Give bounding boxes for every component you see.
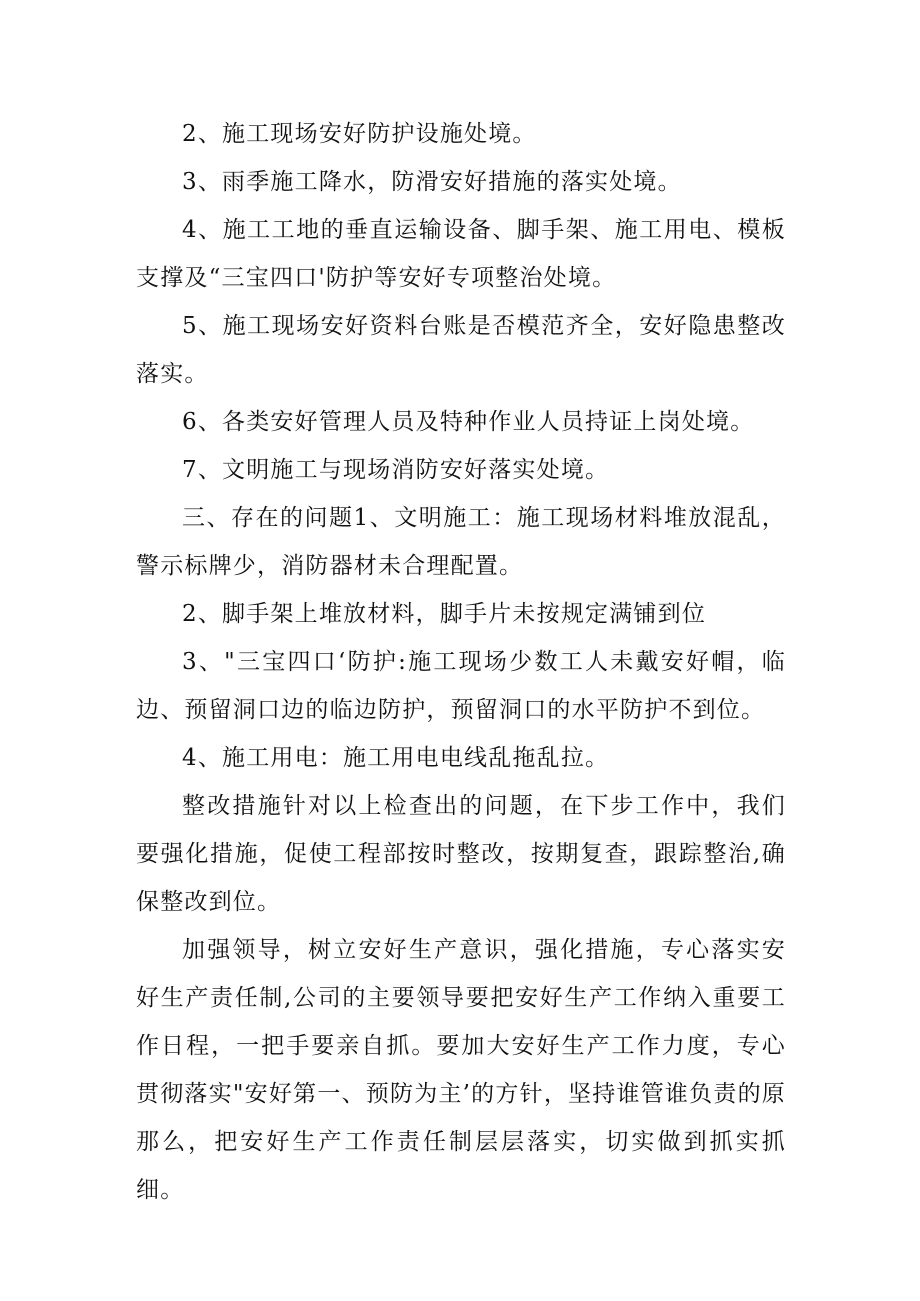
paragraph-12: 加强领导，树立安好生产意识，强化措施，专心落实安好生产责任制,公司的主要领导要把安好生产工作纳入重要工作日程，一把手要亲自抓。要加大安好生产工作力度，专心贯彻落实"安好第一、预防为主’的方针，坚持谁管谁负责的原那么，把安好生产工作责任制层层落实，切实做到抓实抓细。 [136,937,786,1203]
paragraph-5: 6、各类安好管理人员及特种作业人员持证上岗处境。 [182,409,755,435]
paragraph-4: 5、施工现场安好资料台账是否模范齐全，安好隐患整改落实。 [136,313,786,387]
paragraph-2: 3、雨季施工降水，防滑安好措施的落实处境。 [182,169,682,195]
paragraph-9: 3、"三宝四口‘防护:施工现场少数工人未戴安好帽，临边、预留洞口边的临边防护，预留洞口的水平防护不到位。 [136,649,786,723]
paragraph-6: 7、文明施工与现场消防安好落实处境。 [182,457,610,483]
paragraph-8: 2、脚手架上堆放材料，脚手片未按规定满铺到位 [182,601,707,627]
paragraph-10: 4、施工用电：施工用电电线乱拖乱拉。 [182,745,610,771]
paragraph-11: 整改措施针对以上检查出的问题，在下步工作中，我们要强化措施，促使工程部按时整改，按期复查，跟踪整治,确保整改到位。 [136,793,786,915]
paragraph-1: 2、施工现场安好防护设施处境。 [182,121,537,147]
paragraph-7: 三、存在的问题1、文明施工：施工现场材料堆放混乱，警示标牌少，消防器材未合理配置。 [136,505,786,579]
document-body [136,110,786,1214]
paragraph-3: 4、施工工地的垂直运输设备、脚手架、施工用电、模板支撑及“三宝四口'防护等安好专项整治处境。 [136,217,786,291]
